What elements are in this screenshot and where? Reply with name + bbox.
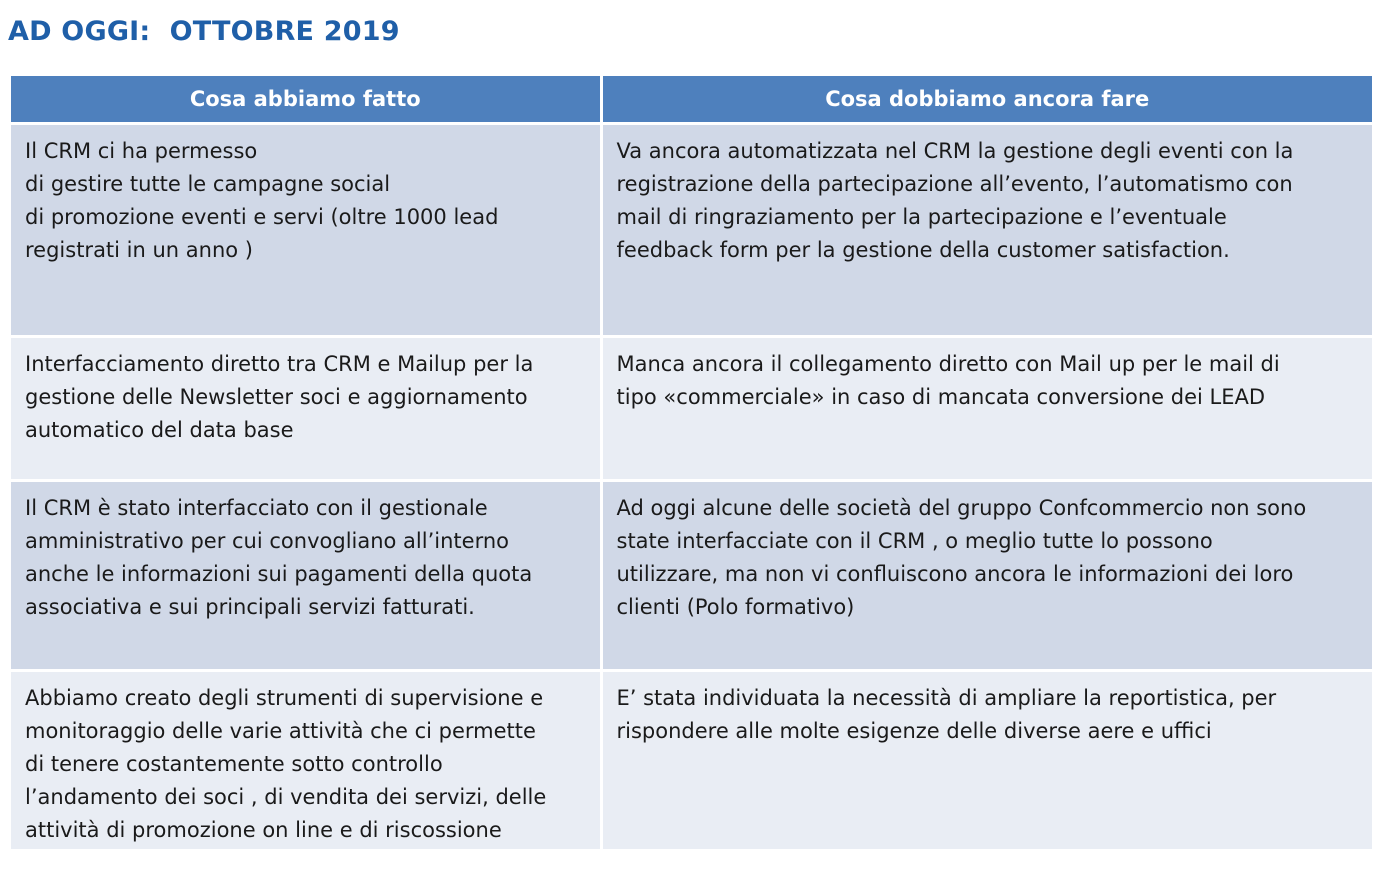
done-cell: Il CRM è stato interfacciato con il gestionale amministrativo per cui convogliano all’interno anche le informazioni sui pagamenti della quota associativa e sui principali servizi fatturati. bbox=[11, 481, 601, 671]
todo-cell: E’ stata individuata la necessità di ampliare la reportistica, per rispondere alle molte esigenze delle diverse aere e uffici bbox=[601, 671, 1372, 851]
column-header-todo: Cosa dobbiamo ancora fare bbox=[601, 76, 1372, 124]
table-row bbox=[11, 124, 1372, 337]
table-row bbox=[11, 481, 1372, 671]
done-cell: Abbiamo creato degli strumenti di supervisione e monitoraggio delle varie attività che ci permette di tenere costantemente sotto controllo l’andamento dei soci , di vendita dei servizi, delle attività di promozione on line e di riscossione bbox=[11, 671, 601, 851]
todo-cell: Manca ancora il collegamento diretto con Mail up per le mail di tipo «commerciale» in caso di mancata conversione dei LEAD bbox=[601, 337, 1372, 481]
table-row bbox=[11, 671, 1372, 851]
todo-cell: Va ancora automatizzata nel CRM la gestione degli eventi con la registrazione della partecipazione all’evento, l’automatismo con mail di ringraziamento per la partecipazione e l’eventuale feedback form per la gestione della customer satisfaction. bbox=[601, 124, 1372, 337]
done-cell: Il CRM ci ha permesso di gestire tutte le campagne social di promozione eventi e servi (oltre 1000 lead registrati in un anno ) bbox=[11, 124, 601, 337]
status-table bbox=[11, 76, 1372, 852]
page-title: AD OGGI: OTTOBRE 2019 bbox=[8, 16, 400, 47]
table-header-row bbox=[11, 76, 1372, 124]
column-header-done: Cosa abbiamo fatto bbox=[11, 76, 601, 124]
todo-cell: Ad oggi alcune delle società del gruppo Confcommercio non sono state interfacciate con il CRM , o meglio tutte lo possono utilizzare, ma non vi confluiscono ancora le informazioni dei loro clienti (Polo formativo) bbox=[601, 481, 1372, 671]
table-row bbox=[11, 337, 1372, 481]
done-cell: Interfacciamento diretto tra CRM e Mailup per la gestione delle Newsletter soci e aggiornamento automatico del data base bbox=[11, 337, 601, 481]
